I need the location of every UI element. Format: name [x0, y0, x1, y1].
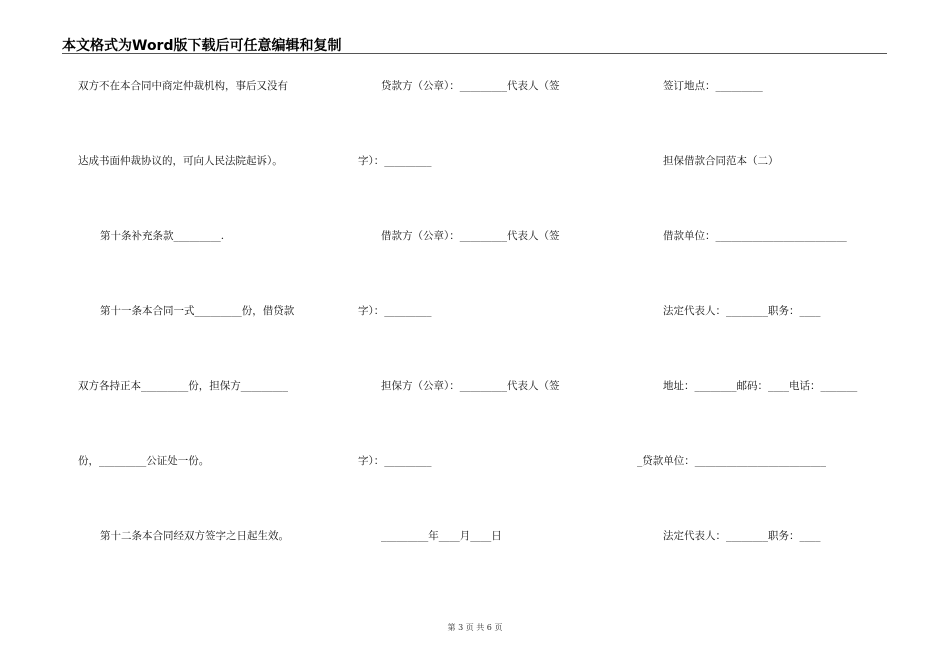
col1-line-6: 份，_________公证处一份。	[78, 455, 210, 467]
col2-line-6: 字）：_________	[358, 455, 432, 467]
col1-line-4: 第十一条本合同一式_________份，借贷款	[100, 305, 295, 317]
col2-line-1: 贷款方（公章）：_________代表人（签	[381, 80, 560, 92]
header-divider	[62, 53, 887, 54]
col3-line-6: _贷款单位：_________________________	[637, 455, 826, 467]
col2-line-7: _________年____月____日	[381, 530, 502, 542]
col3-line-1: 签订地点：_________	[663, 80, 763, 92]
col3-line-2: 担保借款合同范本（二）	[663, 155, 779, 167]
col1-line-5: 双方各持正本_________份，担保方_________	[78, 380, 288, 392]
col3-line-4: 法定代表人：________职务：____	[663, 305, 821, 317]
page-number-footer: 第 3 页 共 6 页	[447, 623, 503, 632]
col1-line-3: 第十条补充条款_________.	[100, 230, 225, 242]
col2-line-4: 字）：_________	[358, 305, 432, 317]
col2-line-2: 字）：_________	[358, 155, 432, 167]
col1-line-1: 双方不在本合同中商定仲裁机构，事后又没有	[78, 80, 288, 92]
col2-line-3: 借款方（公章）：_________代表人（签	[381, 230, 560, 242]
col3-line-3: 借款单位：_________________________	[663, 230, 847, 242]
document-header-title: 本文格式为Word版下载后可任意编辑和复制	[62, 38, 342, 54]
col1-line-7: 第十二条本合同经双方签字之日起生效。	[100, 530, 289, 542]
col3-line-7: 法定代表人：________职务：____	[663, 530, 821, 542]
col2-line-5: 担保方（公章）：_________代表人（签	[381, 380, 560, 392]
col3-line-5: 地址：________邮码：____电话：_______	[663, 380, 858, 392]
col1-line-2: 达成书面仲裁协议的，可向人民法院起诉）。	[78, 155, 283, 167]
